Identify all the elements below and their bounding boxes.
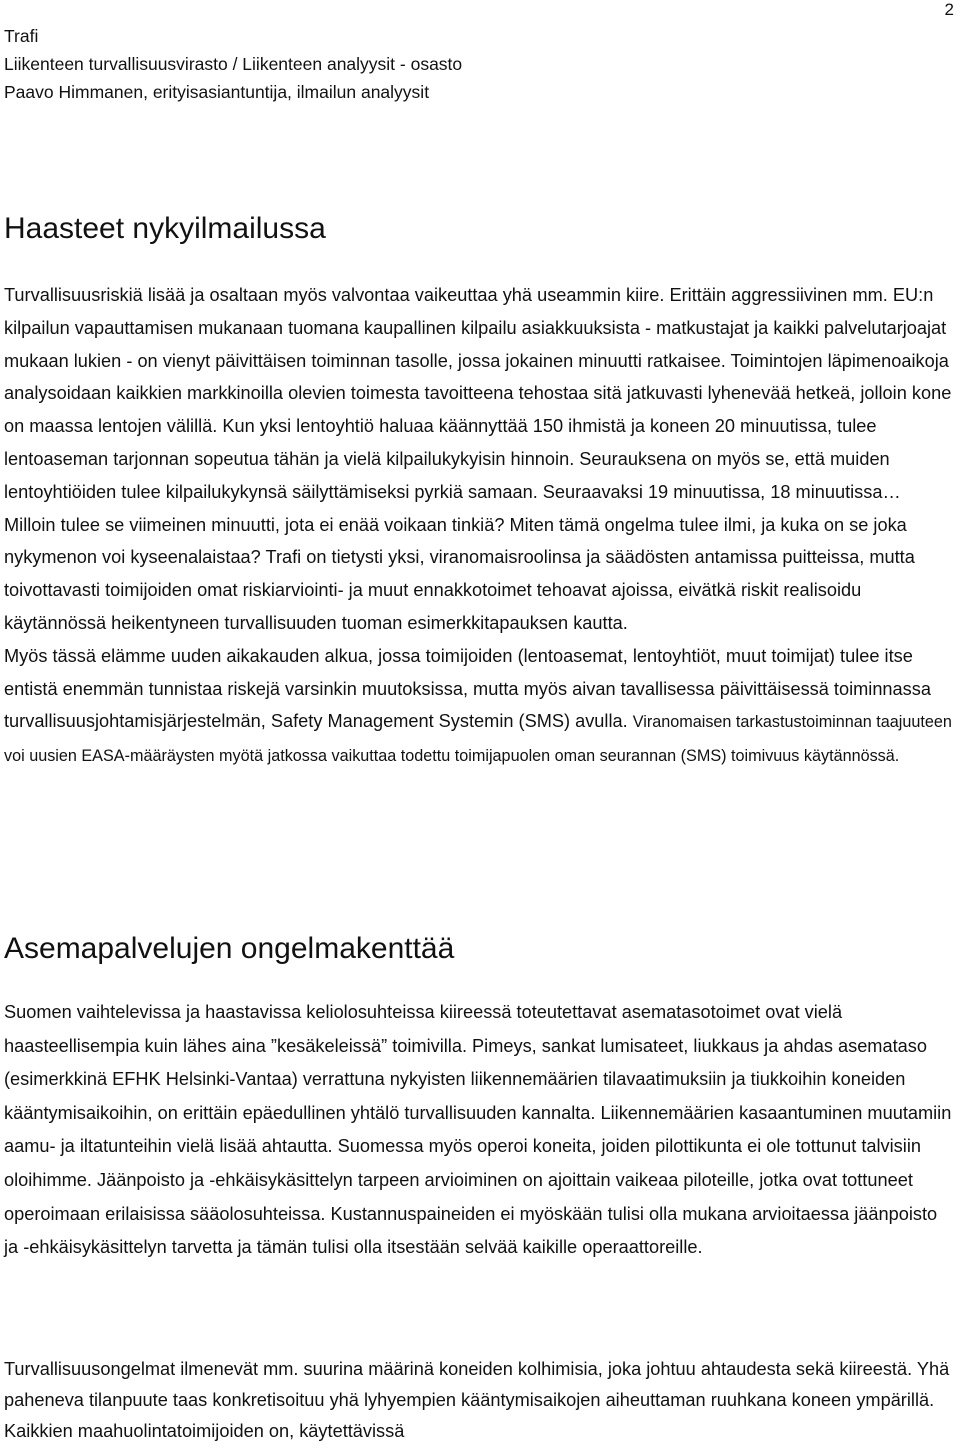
paragraph-last-minute: Milloin tulee se viimeinen minuutti, jota ei enää voikaan tinkiä? Miten tämä ongelma tulee ilmi, ja kuka on se joka nykymenon voi kyseenalaistaa? Trafi on tietysti yksi, viranomaisroolinsa ja säädösten antamissa puitteissa, mutta toivottavasti toimijoiden omat riskiarviointi- ja muut ennakkotoimet tehoavat ajoissa, eivätkä riskit realisoidu käytännössä heikentyneen turvallisuuden tuoman esimerkkitapauksen kautta. [4,514,915,633]
section-body-challenges [4,279,956,773]
paragraph-winter-conditions: Suomen vaihtelevissa ja haastavissa keliolosuhteissa kiireessä toteutettavat asematasotoimet ovat vielä haasteellisempia kuin lähes aina ”kesäkeleissä” toimivilla. Pimeys, sankat lumisateet, liukkaus ja ahdas asemataso (esimerkkinä EFHK Helsinki-Vantaa) verrattuna nykyisten liikennemäärien tilavaatimuksiin ja tiukkoihin koneiden kääntymisaikoihin, on erittäin epäedullinen yhtälö turvallisuuden kannalta. Liikennemäärien kasaantuminen muutamiin aamu- ja iltatunteihin vielä lisää ahtautta. Suomessa myös operoi koneita, joiden pilottikunta ei ole tottunut talvisiin oloihimme. Jäänpoisto ja -ehkäisykäsittelyn tarpeen arvioiminen on ajoittain vaikeaa piloteille, jotka ovat tottuneet operoimaan erilaisissa sääolosuhteissa. Kustannuspaineiden ei myöskään tulisi olla mukana arvioitaessa jäänpoisto ja -ehkäisykäsittelyn tarvetta ja tämän tulisi olla itsestään selvää kaikille operaattoreille. [4,1002,952,1258]
header-department: Liikenteen turvallisuusvirasto / Liikenteen analyysit - osasto [4,54,463,74]
section-heading-ground-services: Asemapalvelujen ongelmakenttää [4,932,455,965]
document-header [4,22,462,106]
page-number: 2 [944,0,954,19]
section-heading-challenges: Haasteet nykyilmailussa [4,212,326,245]
header-author: Paavo Himmanen, erityisasiantuntija, ilmailun analyysit [4,82,430,102]
header-organization: Trafi [4,26,39,46]
paragraph-sms: Myös tässä elämme uuden aikakauden alkua, jossa toimijoiden (lentoasemat, lentoyhtiöt, muut toimijat) tulee itse entistä enemmän tunnistaa riskejä varsinkin muutoksissa, mutta myös aivan tavallisessa päivittäisessä toiminnassa turvallisuusjohtamisjärjestelmän, Safety Management Systemin (SMS) avulla. [4,645,931,732]
paragraph-rush: Turvallisuusriskiä lisää ja osaltaan myös valvontaa vaikeuttaa yhä useammin kiire. Erittäin aggressiivinen mm. EU:n kilpailun vapauttamisen mukanaan tuomana kaupallinen kilpailu asiakkuuksista - matkustajat ja kaikki palvelutarjoajat mukaan lukien - on vienyt päivittäisen toiminnan tasolle, jossa jokainen minuutti ratkaisee. Toimintojen läpimenoaikoja analysoidaan kaikkien markkinoilla olevien toimesta tavoitteena tehostaa sitä jatkuvasti lyhenevää hetkeä, jolloin kone on maassa lentojen välillä. Kun yksi lentoyhtiö haluaa käännyttää 150 ihmistä ja koneen 20 minuutissa, tulee lentoaseman tarjonnan sopeutua tähän ja vielä kilpailukykyisin hinnoin. Seurauksena on myös se, että muiden lentoyhtiöiden tulee kilpailukykynsä säilyttämiseksi pyrkiä samaan. Seuraavaksi 19 minuutissa, 18 minuutissa… [4,285,952,502]
paragraph-safety-problems: Turvallisuusongelmat ilmenevät mm. suurina määrinä koneiden kolhimisia, joka johtuu ahtaudesta sekä kiireestä. Yhä paheneva tilanpuute taas konkretisoituu yhä lyhyempien kääntymisaikojen aiheuttaman ruuhkana koneen ympärillä. Kaikkien maahuolintatoimijoiden on, käytettävissä [4,1359,950,1441]
paragraph-sms-note: Viranomaisen tarkastustoiminnan taajuuteen voi uusien EASA-määräysten myötä jatkossa vaikuttaa todettu toimijapuolen oman seurannan (SMS) toimivuus käytännössä. [4,713,952,766]
